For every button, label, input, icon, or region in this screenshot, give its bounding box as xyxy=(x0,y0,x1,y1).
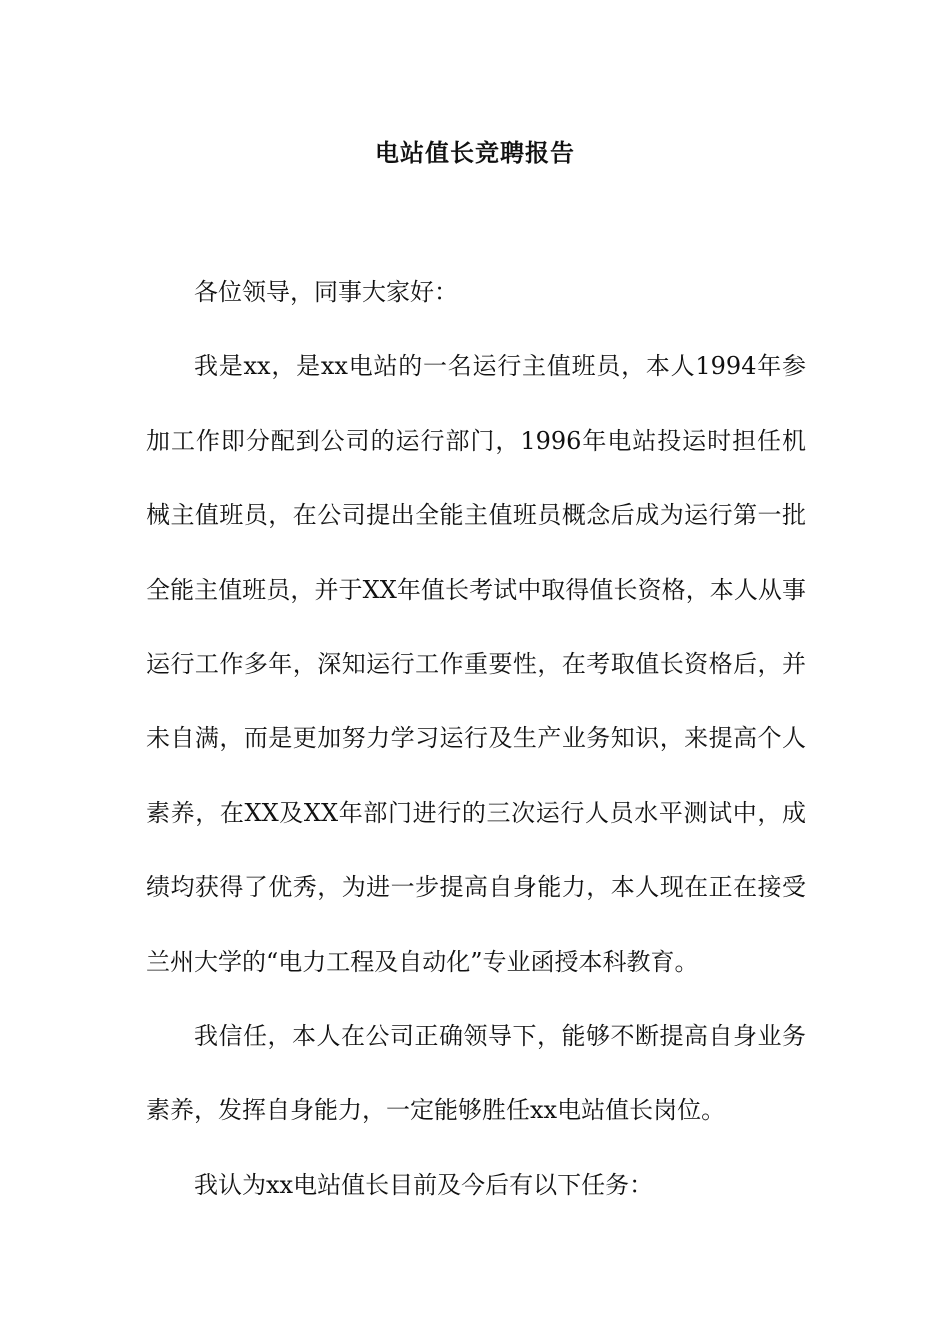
document-title: 电站值长竞聘报告 xyxy=(375,138,575,167)
document-body xyxy=(146,255,806,1222)
paragraph-greeting: 各位领导，同事大家好： xyxy=(194,278,458,306)
paragraph-tasks-intro: 我认为xx电站值长目前及今后有以下任务： xyxy=(194,1170,654,1199)
paragraph-introduction: 我是xx，是xx电站的一名运行主值班员，本人1994年参加工作即分配到公司的运行部门，1996年电站投运时担任机械主值班员，在公司提出全能主值班员概念后成为运行第一批全能主值班员，并于XX年值长考试中取得值长资格，本人从事运行工作多年，深知运行工作重要性，在考取值长资格后，并未自满，而是更加努力学习运行及生产业务知识，来提高个人素养，在XX及XX年部门进行的三次运行人员水平测试中，成绩均获得了优秀，为进一步提高自身能力，本人现在正在接受兰州大学的“电力工程及自动化”专业函授本科教育。 xyxy=(146,352,806,976)
paragraph-confidence: 我信任，本人在公司正确领导下，能够不断提高自身业务素养，发挥自身能力，一定能够胜任xx电站值长岗位。 xyxy=(146,1022,806,1125)
